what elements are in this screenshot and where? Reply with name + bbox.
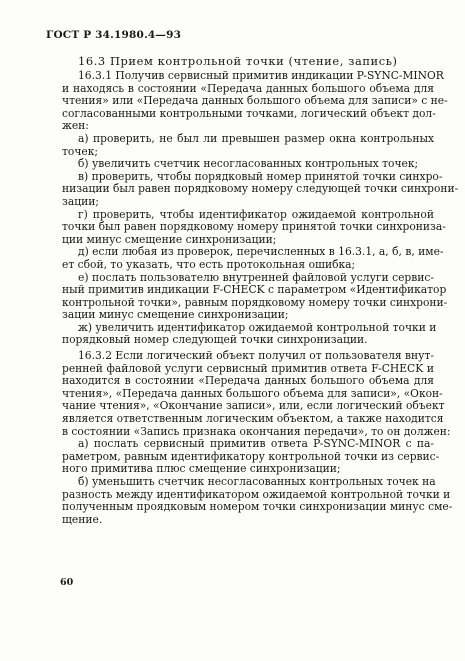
body-line: 16.3.2 Если логический объект получил от пользователя внут- — [78, 349, 434, 363]
page-number: 60 — [60, 577, 74, 588]
body-line: ного примитива плюс смещение синхронизации; — [62, 462, 341, 476]
body-line: чтения», «Передача данных большого объема для записи», «Окон- — [62, 386, 443, 400]
body-line: б) увеличить счетчик несогласованных контрольных точек; — [78, 157, 419, 171]
body-line: является ответственным логическим объектом, а также находится — [62, 412, 444, 426]
body-line: в состоянии «Запись признака окончания передачи», то он должен: — [62, 424, 451, 438]
body-line: в) проверить, чтобы порядковый номер принятой точки синхро- — [78, 169, 443, 183]
body-line: д) если любая из проверок, перечисленных в 16.3.1, а, б, в, име- — [78, 245, 444, 259]
body-line: ет сбой, то указать, что есть протокольная ошибка; — [62, 257, 356, 271]
section-title: 16.3 Прием контрольной точки (чтение, запись) — [78, 54, 398, 68]
body-line: ж) увеличить идентификатор ожидаемой контрольной точки и — [78, 320, 437, 334]
body-line: б) уменьшить счетчик несогласованных контрольных точек на — [78, 475, 436, 488]
body-line: точек; — [62, 144, 99, 158]
body-line: контрольной точки», равным порядковому номеру точки синхрони- — [62, 295, 448, 309]
body-line: чание чтения», «Окончание записи», или, если логический объект — [62, 399, 445, 413]
body-line: е) послать пользователю внутренней файловой услуги сервис- — [78, 270, 434, 284]
body-line: находится в состоянии «Передача данных большого объема для — [62, 374, 434, 388]
body-line: щение. — [62, 512, 103, 526]
body-line: разность между идентификатором ожидаемой контрольной точки и — [62, 487, 451, 501]
body-line: согласованными контрольными точками, логический объект дол- — [62, 106, 436, 120]
body-line: жен: — [62, 119, 89, 133]
body-line: полученным проядковым номером точки синхронизации минус сме- — [62, 500, 453, 514]
body-line: зации минус смещение синхронизации; — [62, 308, 289, 322]
body-line: г) проверить, чтобы идентификатор ожидаемой контрольной — [78, 207, 434, 221]
body-line: ренней файловой услуги сервисный примитив ответа F-CHECK и — [62, 361, 434, 375]
body-text — [62, 69, 459, 526]
body-line: а) послать сервисный примитив ответа P-SYNC-MINOR с па- — [78, 437, 434, 451]
body-line: раметром, равным идентификатору контрольной точки из сервис- — [62, 449, 440, 463]
body-line: ный примитив индикации F-CHECK с параметром «Идентификатор — [62, 283, 447, 297]
body-line: ции минус смещение синхронизации; — [62, 232, 277, 246]
body-line: низации был равен порядковому номеру следующей точки синхрони- — [62, 182, 459, 196]
body-line: зации; — [62, 194, 99, 208]
body-line: точки был равен порядковому номеру принятой точки синхрониза- — [62, 220, 446, 234]
body-line: и находясь в состоянии «Передача данных большого объема для — [62, 81, 434, 95]
page-header: ГОСТ Р 34.1980.4—93 — [46, 29, 182, 41]
body-line: чтения» или «Передача данных большого объема для записи» с не- — [62, 94, 448, 108]
body-line: порядковый номер следующей точки синхронизации. — [62, 333, 368, 347]
body-line: а) проверить, не был ли превышен размер окна контрольных — [78, 131, 434, 145]
body-line: 16.3.1 Получив сервисный примитив индикации P-SYNC-MINOR — [78, 69, 444, 82]
